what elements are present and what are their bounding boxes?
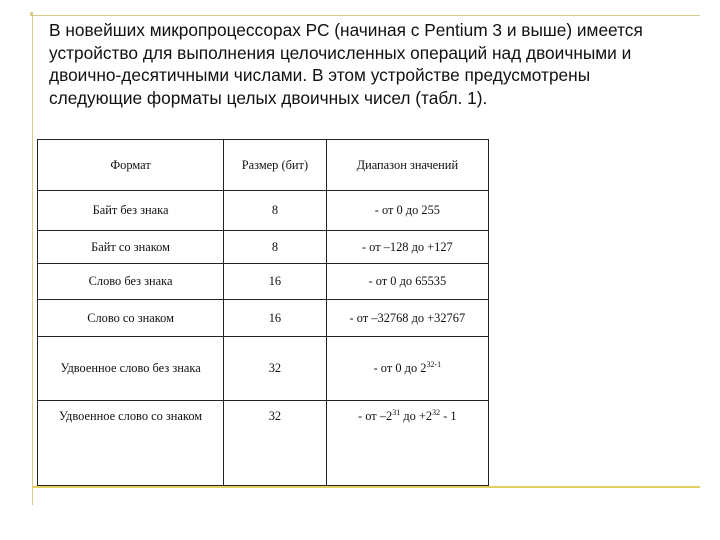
cell-range: - от 0 до 65535	[326, 264, 488, 300]
cell-size: 8	[224, 231, 327, 264]
cell-format: Удвоенное слово со знаком	[38, 401, 224, 486]
intro-line: В новейших микропроцессорах РС (начиная с Pentium 3 и выше) имеется	[49, 20, 643, 40]
cell-size: 32	[224, 337, 327, 401]
table-row	[38, 264, 489, 300]
range-exponent: 31	[392, 407, 401, 417]
frame-top-line	[32, 15, 700, 16]
cell-format: Байт без знака	[38, 191, 224, 231]
intro-paragraph	[49, 19, 699, 109]
cell-range	[326, 401, 488, 486]
range-text: - 1	[440, 409, 457, 423]
cell-range: - от 0 до 255	[326, 191, 488, 231]
cell-range: - от –128 до +127	[326, 231, 488, 264]
cell-range	[326, 337, 488, 401]
cell-format: Слово со знаком	[38, 300, 224, 337]
table-header-row	[38, 140, 489, 191]
intro-line: двоично-десятичными числами. В этом устройстве предусмотрены	[49, 65, 591, 86]
table-row	[38, 191, 489, 231]
range-exponent: 32-1	[426, 359, 442, 369]
cell-size: 32	[224, 401, 327, 486]
range-exponent: 32	[432, 407, 441, 417]
frame-bottom-line	[32, 486, 700, 488]
cell-size: 16	[224, 264, 327, 300]
table-row	[38, 337, 489, 401]
range-text: до +2	[400, 409, 433, 423]
frame-left-line	[32, 15, 33, 505]
cell-format: Слово без знака	[38, 264, 224, 300]
cell-format: Удвоенное слово без знака	[38, 337, 224, 401]
integer-formats-table	[37, 139, 489, 486]
cell-format: Байт со знаком	[38, 231, 224, 264]
header-size: Размер (бит)	[224, 140, 327, 191]
header-range: Диапазон значений	[326, 140, 488, 191]
intro-line: устройство для выполнения целочисленных операций над двоичными и	[49, 42, 632, 63]
intro-line: следующие форматы целых двоичных чисел (табл. 1).	[49, 87, 488, 108]
cell-size: 8	[224, 191, 327, 231]
range-text: - от 0 до 2	[373, 361, 427, 375]
table-row	[38, 231, 489, 264]
range-text: - от –2	[358, 409, 393, 423]
table-row	[38, 300, 489, 337]
header-format: Формат	[38, 140, 224, 191]
cell-size: 16	[224, 300, 327, 337]
table-row	[38, 401, 489, 486]
cell-range: - от –32768 до +32767	[326, 300, 488, 337]
